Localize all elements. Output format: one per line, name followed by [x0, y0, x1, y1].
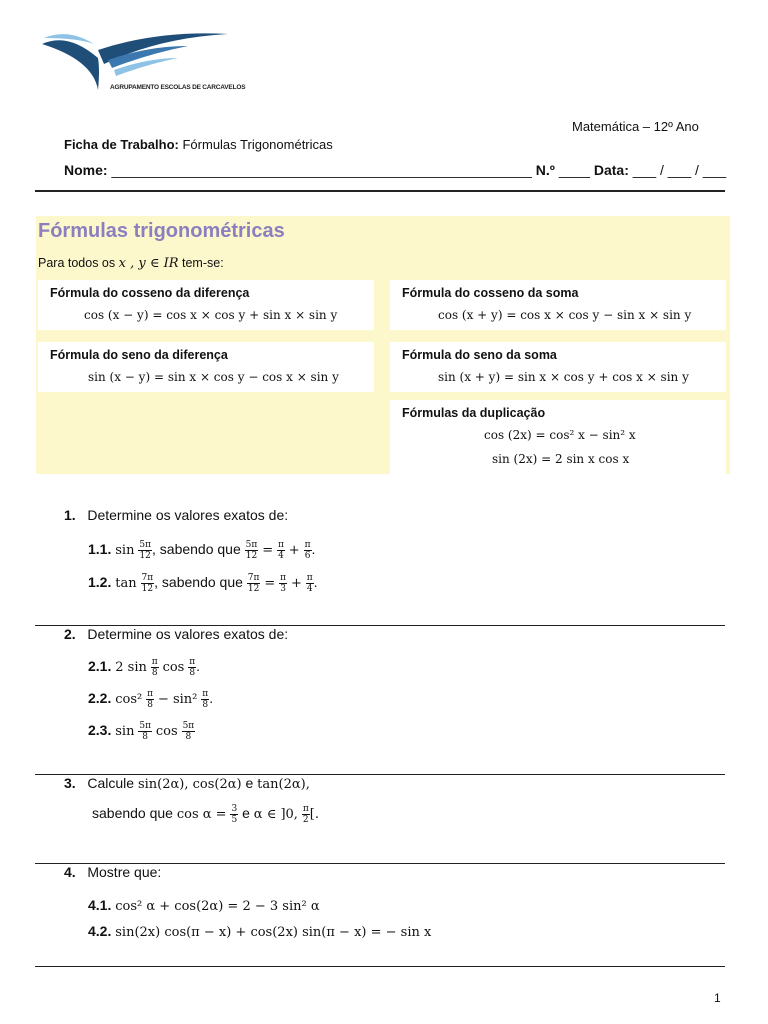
fraction: $\frac{\pi}{3}$	[280, 573, 287, 594]
question-number: 3.	[64, 775, 76, 791]
logo-waves-icon	[38, 30, 238, 90]
fraction: $\frac{\pi}{4}$	[277, 540, 284, 561]
card-title: Fórmula do seno da diferença	[50, 348, 228, 362]
question-3-condition	[92, 804, 319, 825]
intro-post: tem-se:	[182, 256, 224, 270]
fraction: $\frac{3}{5}$	[231, 804, 238, 825]
math-text: cos	[155, 724, 178, 740]
fraction: $\frac{5\pi}{8}$	[182, 721, 195, 742]
fraction: $\frac{\pi}{8}$	[202, 689, 209, 710]
question-1	[64, 507, 288, 523]
sub-number: 2.2.	[88, 690, 112, 707]
math-text: [.	[309, 807, 319, 823]
formula-card-cos-sum	[390, 280, 726, 330]
sub-text: , sabendo que	[154, 574, 243, 591]
question-text: Mostre que:	[87, 864, 162, 880]
question-text: Determine os valores exatos de:	[87, 507, 289, 523]
org-name: AGRUPAMENTO ESCOLAS DE CARCAVELOS	[110, 84, 246, 91]
math-text: 2 sin	[115, 660, 147, 676]
card-formula: cos (x + y) = cos x × cos y − sin x × sin y	[438, 308, 692, 322]
question-number: 1.	[64, 507, 76, 523]
math-text: sin(2x) cos(π − x) + cos(2x) sin(π − x) = − sin x	[115, 925, 432, 940]
fraction: $\frac{5\pi}{12}$	[245, 540, 258, 561]
card-formula: cos (2x) = cos² x − sin² x	[484, 428, 636, 442]
question-4	[64, 864, 161, 880]
fraction: $\frac{\pi}{8}$	[147, 689, 154, 710]
math-fn: sin	[115, 543, 135, 559]
math-text: cos α =	[176, 807, 227, 823]
date-label: Data:	[593, 162, 629, 178]
number-label: N.º	[535, 162, 555, 178]
school-logo	[38, 30, 248, 96]
math-text: cos² α + cos(2α) = 2 − 3 sin² α	[115, 899, 320, 914]
number-field[interactable]: ____	[558, 162, 590, 178]
math-text: cos	[162, 660, 185, 676]
condition-text: sabendo que	[92, 805, 173, 822]
conjunction: e	[242, 805, 250, 822]
card-formula: sin (x − y) = sin x × cos y − cos x × sin y	[88, 370, 339, 384]
subquestion-4-2	[88, 923, 431, 940]
question-2	[64, 626, 288, 642]
subquestion-2-3	[88, 721, 195, 742]
question-number: 4.	[64, 864, 76, 880]
card-title: Fórmula do cosseno da diferença	[50, 286, 250, 300]
sub-number: 1.2.	[88, 574, 112, 591]
fraction: $\frac{\pi}{8}$	[151, 657, 158, 678]
sheet-title: Fórmulas Trigonométricas	[182, 137, 333, 152]
intro-pre: Para todos os	[38, 256, 116, 270]
question-text: Determine os valores exatos de:	[87, 626, 289, 642]
name-label: Nome:	[64, 162, 108, 178]
fraction: $\frac{\pi}{6}$	[304, 540, 311, 561]
formula-card-sin-sum	[390, 342, 726, 392]
card-title: Fórmula do cosseno da soma	[402, 286, 579, 300]
fraction: $\frac{5\pi}{8}$	[139, 721, 151, 742]
formulas-intro	[38, 256, 224, 271]
question-3	[64, 775, 310, 792]
fraction: $\frac{\pi}{2}$	[302, 804, 309, 825]
subquestion-2-2: 2.2. cos² $\frac{\pi}{8}$ − sin² $\frac{\pi}{8}$ .	[88, 689, 214, 710]
question-number: 2.	[64, 626, 76, 642]
formula-card-duplication	[390, 400, 726, 474]
formulas-box	[36, 216, 730, 474]
sub-text: , sabendo que	[152, 541, 241, 558]
fraction: $\frac{\pi}{4}$	[306, 573, 313, 594]
formula-card-sin-diff	[38, 342, 374, 392]
card-title: Fórmulas da duplicação	[402, 406, 546, 420]
header-divider	[35, 190, 725, 192]
math-text: − sin²	[157, 692, 198, 708]
card-formula: sin (x + y) = sin x × cos y + cos x × sin y	[438, 370, 689, 384]
subject-label: Matemática – 12º Ano	[572, 119, 699, 134]
fraction: $\frac{5\pi}{12}$	[139, 540, 151, 561]
fraction: $\frac{7\pi}{12}$	[141, 573, 154, 594]
subquestion-4-1	[88, 897, 320, 914]
question-text: Calcule	[87, 775, 135, 791]
math-text: α ∈ ]0,	[253, 807, 298, 823]
sheet-label: Ficha de Trabalho:	[64, 137, 179, 152]
math-text: tan(2α),	[257, 777, 310, 792]
sub-number: 2.3.	[88, 722, 112, 739]
math-text: sin(2α), cos(2α)	[137, 777, 242, 792]
sub-number: 1.1.	[88, 541, 112, 558]
divider-4	[35, 966, 725, 967]
math-text: sin	[115, 724, 135, 740]
fraction: $\frac{7\pi}{12}$	[247, 573, 260, 594]
intro-vars: x , y ∈ IR	[118, 256, 179, 271]
sub-number: 2.1.	[88, 658, 112, 675]
conjunction: e	[245, 775, 254, 791]
fraction: $\frac{\pi}{8}$	[189, 657, 196, 678]
sub-number: 4.2.	[88, 923, 112, 939]
subquestion-2-1: 2.1. 2 sin $\frac{\pi}{8}$ cos $\frac{\pi}{8}$ .	[88, 657, 201, 678]
math-fn: tan	[115, 576, 137, 592]
date-field[interactable]: ___ / ___ / ___	[632, 162, 727, 178]
subquestion-1-2: 1.2. tan $\frac{7\pi}{12}$ , sabendo que $\frac{7\pi}{12}$ = $\frac{\pi}{3}$ + $\frac{\pi}{4}$ .	[88, 573, 318, 594]
card-formula-2: sin (2x) = 2 sin x cos x	[492, 452, 630, 466]
student-info-line	[64, 162, 726, 178]
formulas-title: Fórmulas trigonométricas	[38, 220, 285, 242]
name-field[interactable]: ______________________________________________________	[111, 162, 532, 178]
formula-card-cos-diff	[38, 280, 374, 330]
subquestion-1-1: 1.1. sin $\frac{5\pi}{12}$ , sabendo que $\frac{5\pi}{12}$ = $\frac{\pi}{4}$ + $\frac{\pi}{6}$ .	[88, 540, 316, 561]
page-number: 1	[714, 991, 721, 1005]
card-formula: cos (x − y) = cos x × cos y + sin x × sin y	[84, 308, 338, 322]
math-text: cos²	[115, 692, 143, 708]
sub-number: 4.1.	[88, 897, 112, 913]
sheet-title-line	[64, 137, 333, 152]
card-title: Fórmula do seno da soma	[402, 348, 557, 362]
